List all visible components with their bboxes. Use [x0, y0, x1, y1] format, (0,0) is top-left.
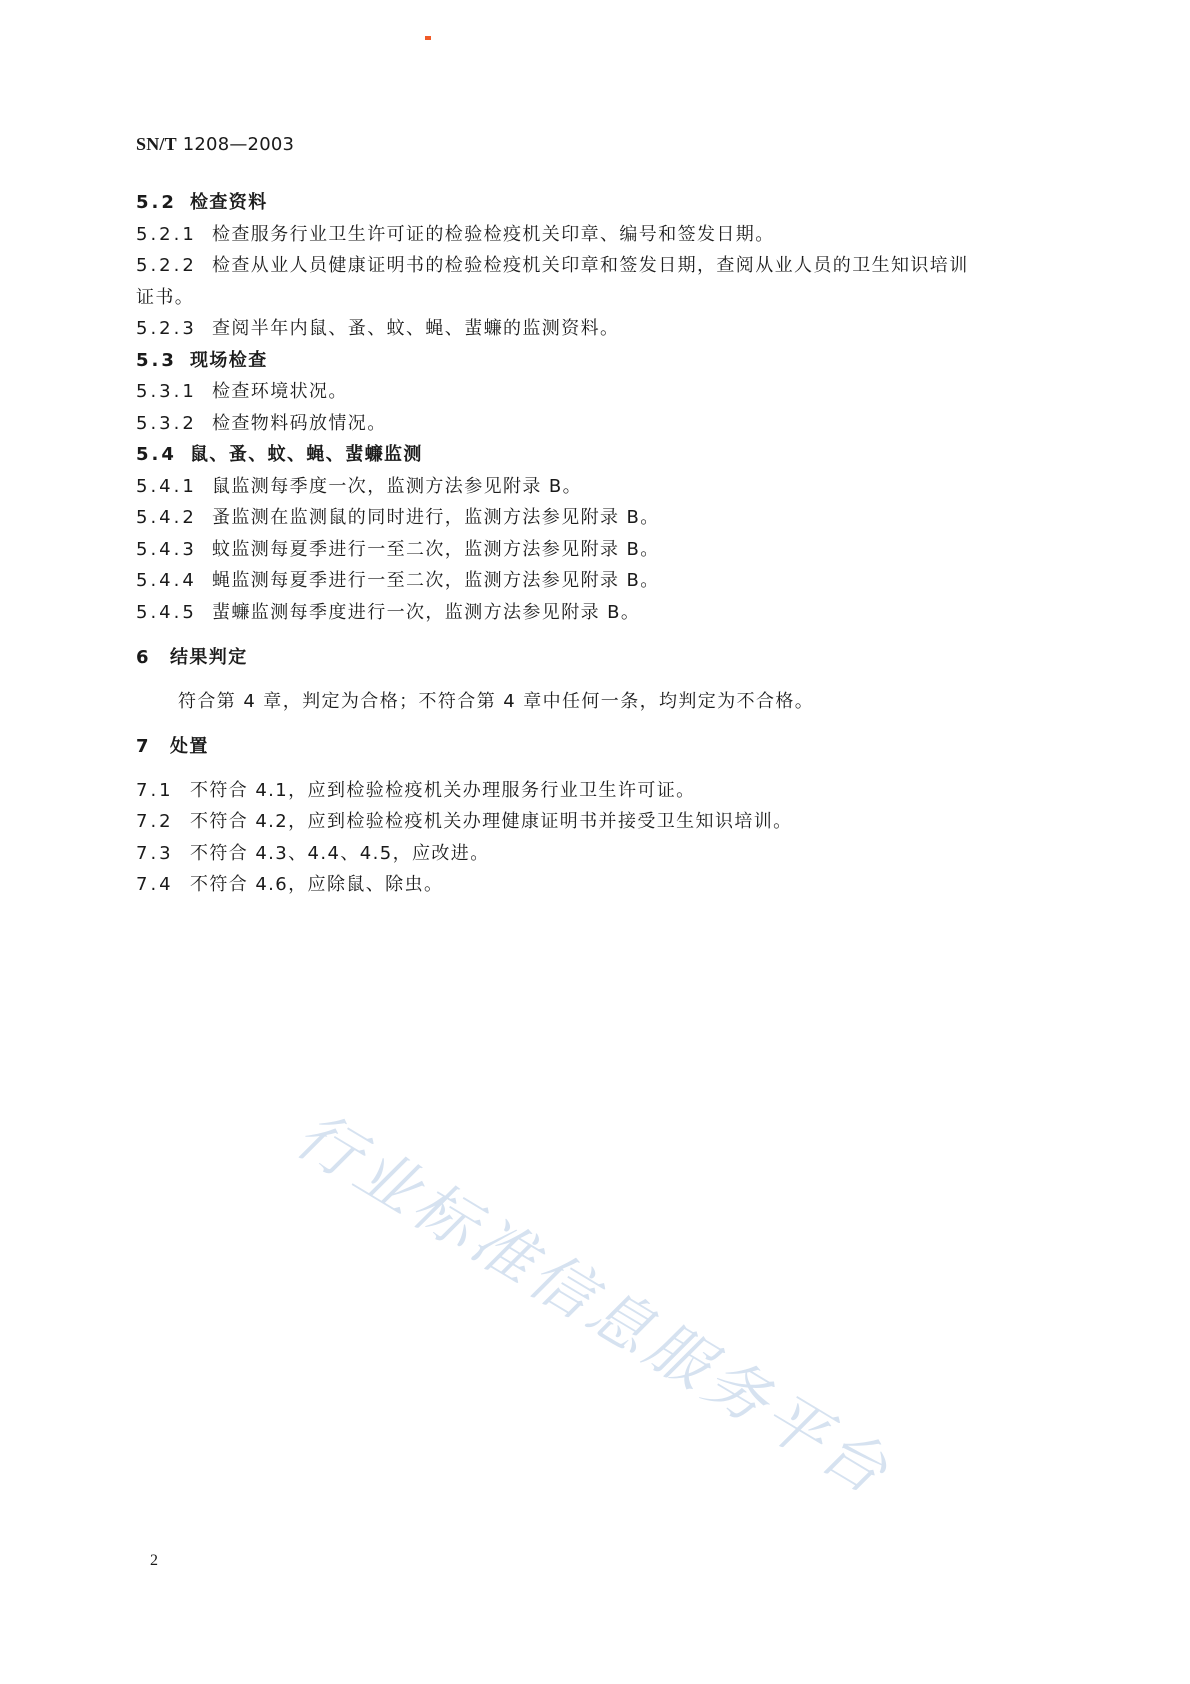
- section-heading-5-2: 5.2 检查资料: [136, 192, 268, 213]
- clause-7-4: 7.4 不符合 4.6，应除鼠、除虫。: [136, 874, 444, 895]
- clause-5-4-3: 5.4.3 蚊监测每夏季进行一至二次，监测方法参见附录 B。: [136, 538, 660, 560]
- clause-5-2-1: 5.2.1 检查服务行业卫生许可证的检验检疫机关印章、编号和签发日期。: [136, 223, 775, 245]
- chapter-7-heading: 7 处置: [136, 736, 209, 757]
- clause-5-4-2: 5.4.2 蚤监测在监测鼠的同时进行，监测方法参见附录 B。: [136, 507, 660, 528]
- clause-5-3-2: 5.3.2 检查物料码放情况。: [136, 412, 387, 434]
- clause-7-1: 7.1 不符合 4.1，应到检验检疫机关办理服务行业卫生许可证。: [136, 779, 696, 801]
- clause-5-3-1: 5.3.1 检查环境状况。: [136, 381, 348, 402]
- clause-7-2: 7.2 不符合 4.2，应到检验检疫机关办理健康证明书并接受卫生知识培训。: [136, 811, 793, 832]
- clause-5-2-3: 5.2.3 查阅半年内鼠、蚤、蚊、蝇、蜚蠊的监测资料。: [136, 318, 620, 339]
- clause-7-3: 7.3 不符合 4.3、4.4、4.5，应改进。: [136, 842, 490, 864]
- page-number: 2: [150, 1552, 158, 1569]
- clause-5-4-1: 5.4.1 鼠监测每季度一次，监测方法参见附录 B。: [136, 475, 583, 497]
- doc-code: SN/T: [136, 134, 177, 154]
- document-header: [136, 134, 294, 155]
- clause-5-4-5: 5.4.5 蜚蠊监测每季度进行一次，监测方法参见附录 B。: [136, 601, 641, 623]
- clause-5-2-2: 5.2.2 检查从业人员健康证明书的检验检疫机关印章和签发日期，查阅从业人员的卫生知识培训: [136, 255, 969, 276]
- doc-number: 1208—2003: [182, 134, 295, 155]
- section-heading-5-3: 5.3 现场检查: [136, 349, 268, 371]
- watermark-text: 行业标准信息服务平台: [283, 1097, 905, 1511]
- chapter-6-heading: 6 结果判定: [136, 647, 248, 668]
- clause-5-2-2-continuation: 证书。: [136, 286, 195, 308]
- chapter-6-body: 符合第 4 章，判定为合格；不符合第 4 章中任何一条，均判定为不合格。: [178, 690, 815, 712]
- scan-marker: [425, 36, 431, 40]
- section-heading-5-4: 5.4 鼠、蚤、蚊、蝇、蜚蠊监测: [136, 444, 423, 465]
- clause-5-4-4: 5.4.4 蝇监测每夏季进行一至二次，监测方法参见附录 B。: [136, 570, 660, 591]
- document-body: [136, 187, 1076, 901]
